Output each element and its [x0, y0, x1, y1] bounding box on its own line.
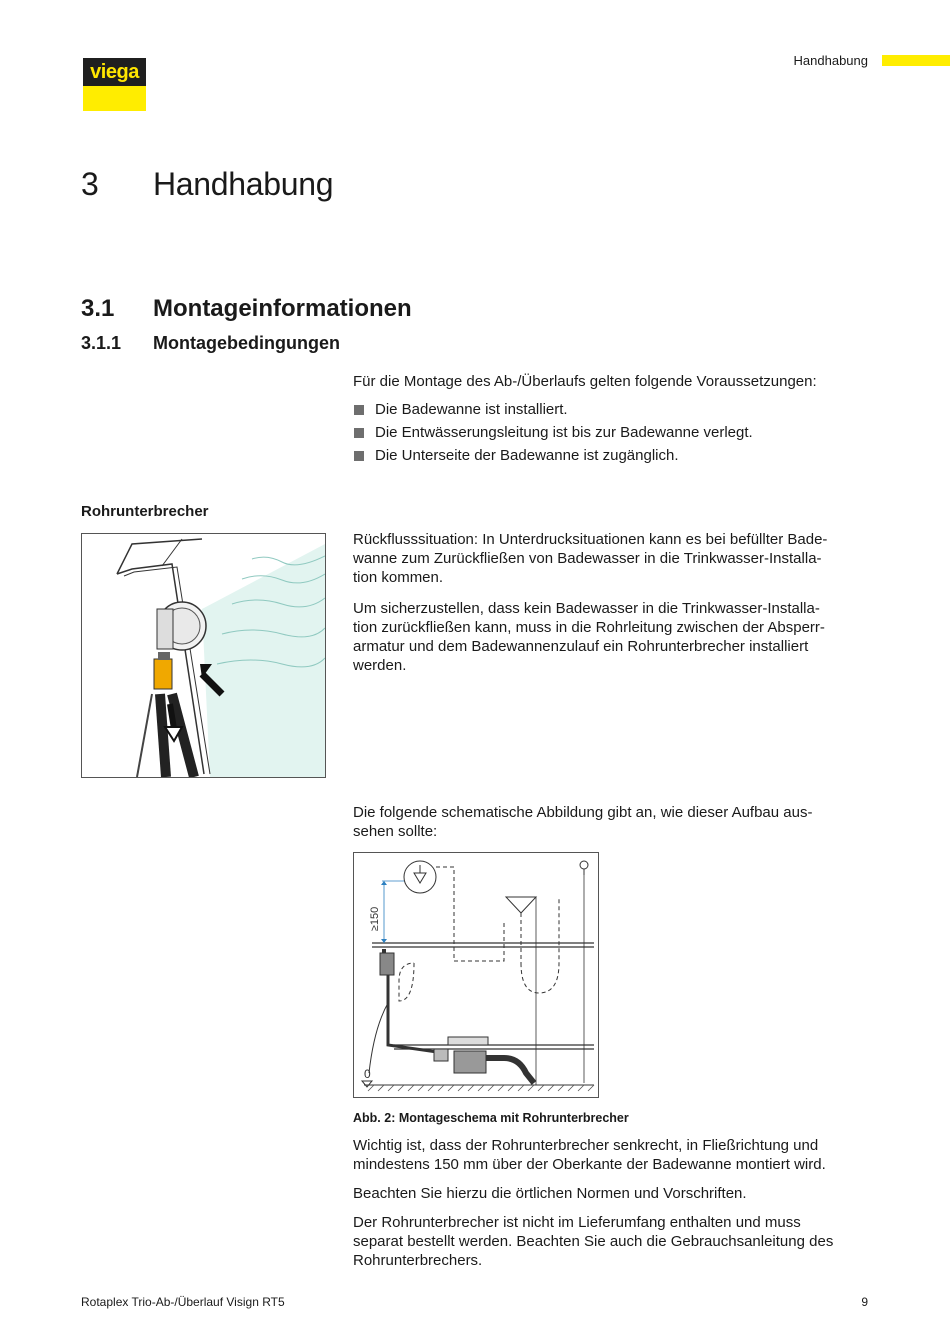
list-item: Die Entwässerungsleitung ist bis zur Badewanne verlegt. — [353, 423, 873, 442]
list-item: Die Unterseite der Badewanne ist zugänglich. — [353, 446, 873, 465]
paragraph-line: Wichtig ist, dass der Rohrunterbrecher senkrecht, in Fließrichtung und — [353, 1137, 819, 1154]
conditions-list — [353, 400, 873, 469]
paragraph-line: separat bestellt werden. Beachten Sie auch die Gebrauchsanleitung des — [353, 1233, 834, 1250]
schematic-intro-paragraph — [353, 803, 873, 841]
standards-note: Beachten Sie hierzu die örtlichen Normen und Vorschriften. — [353, 1185, 747, 1202]
page-number: 9 — [861, 1295, 868, 1309]
paragraph-line: Rückflusssituation: In Unterdrucksituationen kann es bei befüllter Bade- — [353, 531, 828, 548]
backflow-paragraph — [353, 530, 873, 587]
paragraph-line: wanne zum Zurückfließen von Badewasser in die Trinkwasser-Installa- — [353, 550, 822, 567]
installation-illustration — [82, 534, 325, 777]
paragraph-line: sehen sollte: — [353, 823, 438, 840]
paragraph-line: Die folgende schematische Abbildung gibt an, wie dieser Aufbau aus- — [353, 804, 813, 821]
paragraph-line: tion zurückfließen kann, muss in die Rohrleitung zwischen der Absperr- — [353, 619, 825, 636]
chapter-number: 3 — [81, 166, 99, 202]
delivery-note — [353, 1213, 873, 1270]
logo-text: viega — [90, 60, 139, 83]
zero-level-label: 0 — [364, 1067, 371, 1081]
footer-product-name: Rotaplex Trio-Ab-/Überlauf Visign RT5 — [81, 1295, 285, 1309]
schematic-diagram — [354, 853, 598, 1097]
header-color-bar — [882, 55, 950, 66]
paragraph-line: Rohrunterbrechers. — [353, 1252, 483, 1269]
figure-caption: Abb. 2: Montageschema mit Rohrunterbrecher — [353, 1111, 629, 1125]
dimension-label: ≥150 — [369, 906, 381, 932]
paragraph-line: tion kommen. — [353, 569, 444, 586]
chapter-title: Handhabung — [153, 166, 334, 202]
paragraph-line: Um sicherzustellen, dass kein Badewasser in die Trinkwasser-Installa- — [353, 600, 820, 617]
paragraph-line: werden. — [353, 657, 407, 674]
figure-installation-photo — [81, 533, 326, 778]
list-item: Die Badewanne ist installiert. — [353, 400, 873, 419]
section-number: 3.1 — [81, 295, 115, 322]
running-header: Handhabung — [793, 53, 868, 68]
paragraph-line: armatur und dem Badewannenzulauf ein Rohrunterbrecher installiert — [353, 638, 809, 655]
side-heading-rohrunterbrecher: Rohrunterbrecher — [81, 503, 209, 520]
subsection-title: Montagebedingungen — [153, 333, 340, 353]
paragraph-line: mindestens 150 mm über der Oberkante der Badewanne montiert wird. — [353, 1156, 826, 1173]
section-title: Montageinformationen — [153, 295, 412, 322]
installation-paragraph — [353, 599, 873, 675]
vertical-mounting-note — [353, 1136, 873, 1174]
viega-logo — [83, 58, 146, 111]
paragraph-line: Der Rohrunterbrecher ist nicht im Lieferumfang enthalten und muss — [353, 1214, 801, 1231]
subsection-number: 3.1.1 — [81, 333, 122, 353]
conditions-intro: Für die Montage des Ab-/Überlaufs gelten folgende Voraussetzungen: — [353, 373, 817, 390]
figure-installation-schematic — [353, 852, 599, 1098]
